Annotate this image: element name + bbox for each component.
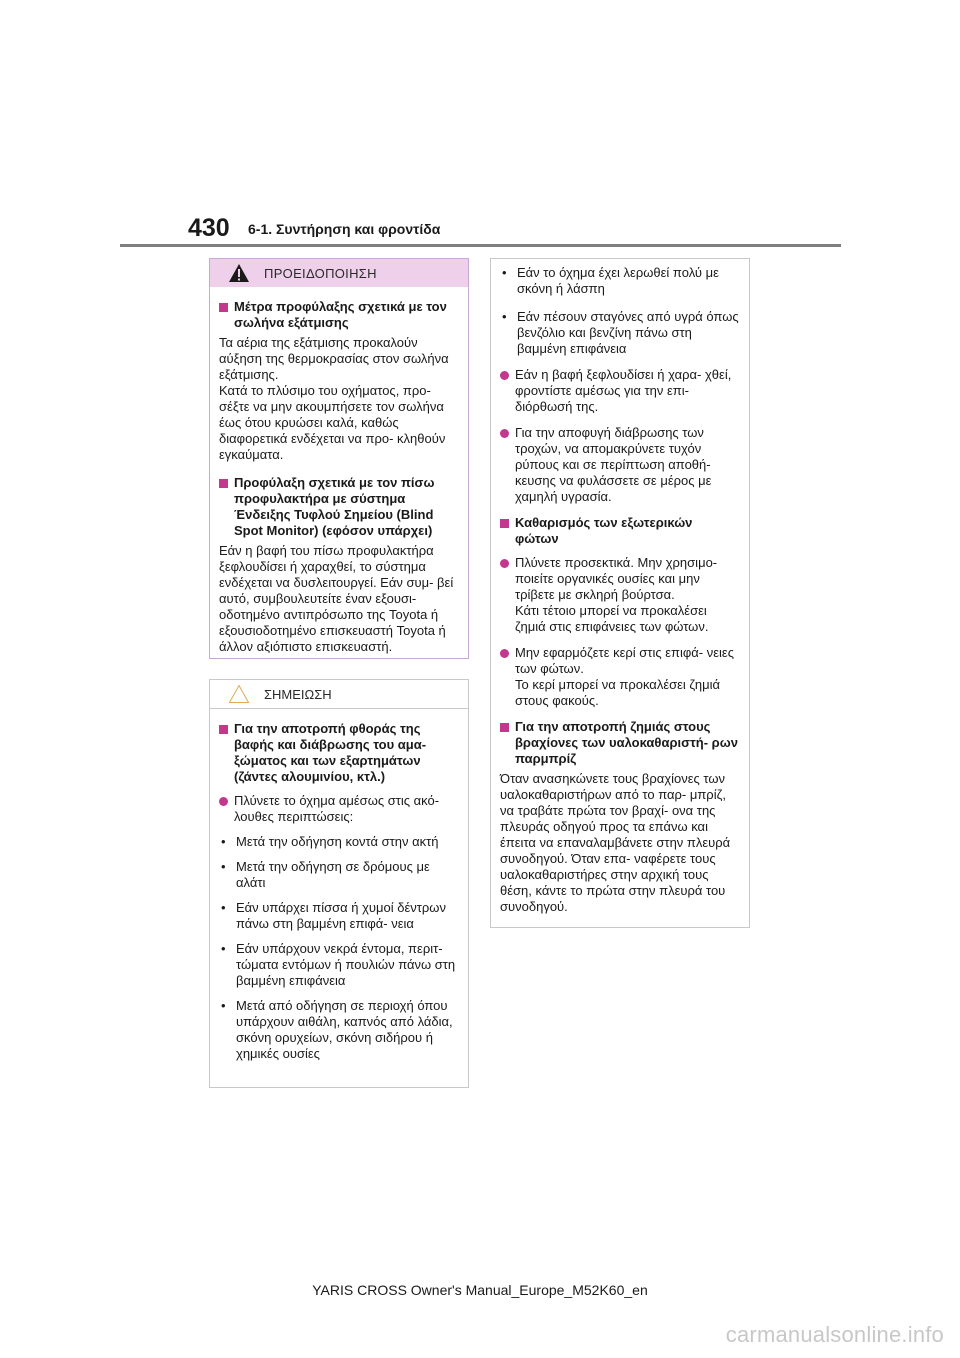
item-text: Για την αποφυγή διάβρωσης των τροχών, να απομακρύνετε τυχόν ρύπους και σε περίπτωση αποθή- κευσης να φυλάσσετε σε μέρος με χαμηλή υγρασία. xyxy=(515,425,712,504)
square-bullet-icon xyxy=(219,303,228,312)
note-dot-item xyxy=(500,425,739,505)
warning-heading-exhaust xyxy=(219,299,458,331)
warning-triangle-icon xyxy=(228,263,250,283)
item-text: Εάν το όχημα έχει λερωθεί πολύ με σκόνη ή λάσπη xyxy=(517,265,719,296)
heading-text: Για την αποτροπή φθοράς της βαφής και διάβρωσης του αμα- ξώματος και των εξαρτημάτων (ζάντες αλουμινίου, κτλ.) xyxy=(234,721,427,784)
watermark: carmanualsonline.info xyxy=(725,1322,944,1347)
heading-text: Για την αποτροπή ζημιάς στους βραχίονες των υαλοκαθαριστή- ρων παρμπρίζ xyxy=(515,719,738,766)
note-dot-item xyxy=(219,793,458,825)
item-text: Εάν η βαφή ξεφλουδίσει ή χαρα- χθεί, φροντίστε αμέσως για την επι- διόρθωσή της. xyxy=(515,367,732,414)
circle-bullet-icon xyxy=(219,797,228,806)
item-text: Εάν πέσουν σταγόνες από υγρά όπως βενζόλιο και βενζίνη πάνω στη βαμμένη επιφάνεια xyxy=(517,309,739,356)
list-item: • Εάν το όχημα έχει λερωθεί πολύ με σκόνη ή λάσπη xyxy=(500,265,739,297)
list-item: • Μετά την οδήγηση κοντά στην ακτή xyxy=(219,834,458,850)
section-title: 6-1. Συντήρηση και φροντίδα xyxy=(248,221,441,237)
note-continued-panel xyxy=(490,258,750,928)
square-bullet-icon xyxy=(219,725,228,734)
warning-paragraph-exhaust: Τα αέρια της εξάτμισης προκαλούν αύξηση της θερμοκρασίας στον σωλήνα εξάτμισης. Κατά το πλύσιμο του οχήματος, προ- σέξτε να μην ακουμπήσετε τον σωλήνα έως ότου κρυώσει καλά, καθώς διαφορετικά ενδέχεται να προ- κληθούν εγκαύματα. xyxy=(219,335,449,462)
item-text: Πλύνετε το όχημα αμέσως στις ακό- λουθες περιπτώσεις: xyxy=(234,793,440,824)
item-text: Μην εφαρμόζετε κερί στις επιφά- νειες των φώτων. Το κερί μπορεί να προκαλέσει ζημιά στους φακούς. xyxy=(515,645,734,708)
note-heading-lights xyxy=(500,515,739,547)
list-item: • Μετά από οδήγηση σε περιοχή όπου υπάρχουν αιθάλη, καπνός από λάδια, σκόνη ορυχείων, σκόνη σιδήρου ή χημικές ουσίες xyxy=(219,998,458,1062)
warning-title: ΠΡΟΕΙΔΟΠΟΙΗΣΗ xyxy=(264,265,377,281)
square-bullet-icon xyxy=(500,519,509,528)
item-text: Μετά την οδήγηση σε δρόμους με αλάτι xyxy=(236,859,430,890)
circle-bullet-icon xyxy=(500,559,509,568)
note-title: ΣΗΜΕΙΩΣΗ xyxy=(264,686,332,702)
caution-triangle-icon xyxy=(228,684,250,704)
item-text: Εάν υπάρχουν νεκρά έντομα, περιτ- τώματα εντόμων ή πουλιών πάνω στη βαμμένη επιφάνεια xyxy=(236,941,456,988)
note-header xyxy=(210,680,468,709)
square-bullet-icon xyxy=(500,723,509,732)
list-item: • Εάν υπάρχουν νεκρά έντομα, περιτ- τώματα εντόμων ή πουλιών πάνω στη βαμμένη επιφάνεια xyxy=(219,941,458,989)
note-dot-item xyxy=(500,367,739,415)
heading-text: Προφύλαξη σχετικά με τον πίσω προφυλακτήρα με σύστημα Ένδειξης Τυφλού Σημείου (Blind Spot Monitor) (εφόσον υπάρχει) xyxy=(234,475,435,538)
header-rule xyxy=(120,244,841,247)
item-text: Εάν υπάρχει πίσσα ή χυμοί δέντρων πάνω στη βαμμένη επιφά- νεια xyxy=(236,900,446,931)
note-dot-item xyxy=(500,645,739,709)
square-bullet-icon xyxy=(219,479,228,488)
list-item: • Μετά την οδήγηση σε δρόμους με αλάτι xyxy=(219,859,458,891)
footer-text: YARIS CROSS Owner's Manual_Europe_M52K60_en xyxy=(312,1282,648,1298)
note-paragraph-wipers: Όταν ανασηκώνετε τους βραχίονες των υαλοκαθαριστήρων από το παρ- μπρίζ, να τραβάτε πρώτα τον βραχί- ονα της πλευράς οδηγού προς τα επάνω και έπειτα να επαναλαμβάνετε στην πλευρά συνοδηγού. Όταν επα- ναφέρετε τους υαλοκαθαριστήρες στην αρχική τους θέση, κάντε το πρώτα στην πλευρά του συνοδηγού. xyxy=(500,771,731,914)
heading-text: Καθαρισμός των εξωτερικών φώτων xyxy=(515,515,693,546)
note-dot-item xyxy=(500,555,739,635)
note-panel xyxy=(209,679,469,1088)
circle-bullet-icon xyxy=(500,429,509,438)
item-text: Μετά την οδήγηση κοντά στην ακτή xyxy=(236,834,439,849)
item-text: Πλύνετε προσεκτικά. Μην χρησιμο- ποιείτε οργανικές ουσίες και μην τρίβετε με σκληρή βούρτσα. Κάτι τέτοιο μπορεί να προκαλέσει ζημιά στις επιφάνειες των φώτων. xyxy=(515,555,718,634)
warning-header xyxy=(210,259,468,287)
note-heading-wipers xyxy=(500,719,739,767)
circle-bullet-icon xyxy=(500,649,509,658)
warning-panel xyxy=(209,258,469,659)
list-item: • Εάν πέσουν σταγόνες από υγρά όπως βενζόλιο και βενζίνη πάνω στη βαμμένη επιφάνεια xyxy=(502,309,739,356)
note-heading-paint xyxy=(219,721,458,785)
page-number: 430 xyxy=(188,214,230,242)
heading-text: Μέτρα προφύλαξης σχετικά με τον σωλήνα εξάτμισης xyxy=(234,299,447,330)
warning-heading-bumper xyxy=(219,475,458,539)
item-text: Μετά από οδήγηση σε περιοχή όπου υπάρχουν αιθάλη, καπνός από λάδια, σκόνη ορυχείων, σκόνη σιδήρου ή χημικές ουσίες xyxy=(236,998,453,1061)
warning-paragraph-bumper: Εάν η βαφή του πίσω προφυλακτήρα ξεφλουδίσει ή χαραχθεί, το σύστημα ενδέχεται να δυσλειτουργεί. Εάν συμ- βεί αυτό, συμβουλευτείτε έναν εξουσι- οδοτημένο αντιπρόσωπο της Toyota ή εξουσιοδοτημένο επισκευαστή Toyota ή άλλον αξιόπιστο επισκευαστή. xyxy=(219,543,454,654)
list-item: • Εάν υπάρχει πίσσα ή χυμοί δέντρων πάνω στη βαμμένη επιφά- νεια xyxy=(219,900,458,932)
circle-bullet-icon xyxy=(500,371,509,380)
